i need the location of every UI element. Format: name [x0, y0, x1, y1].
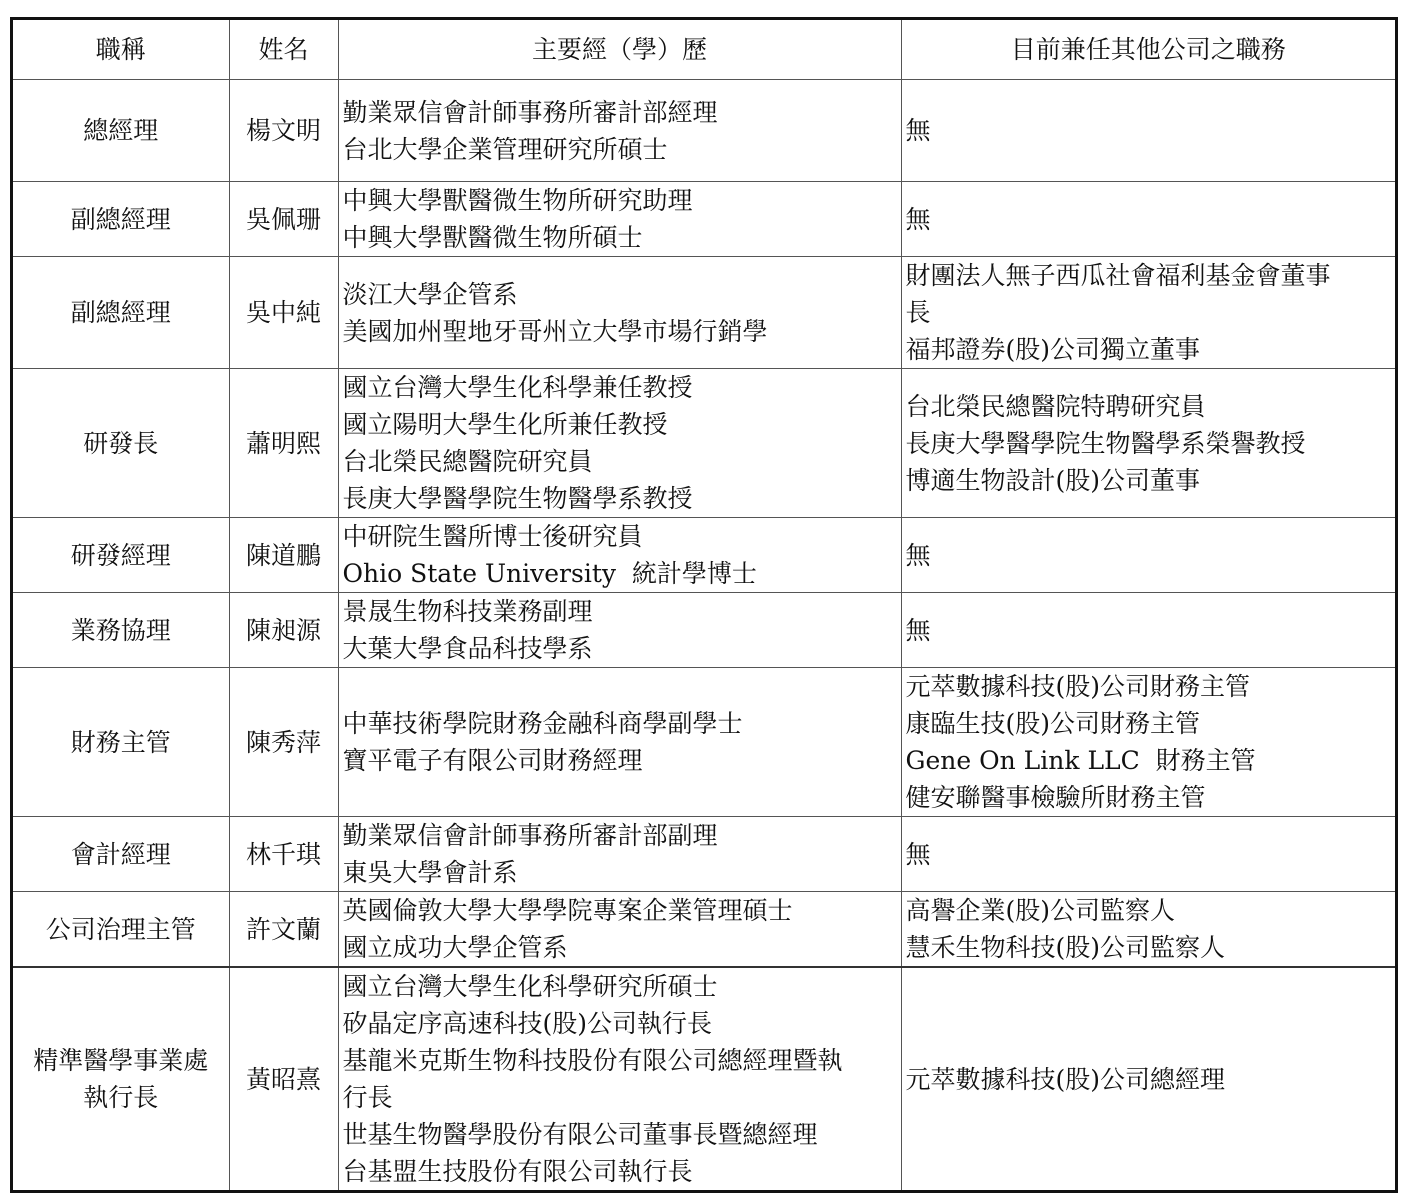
education-line: 中興大學獸醫微生物所研究助理: [342, 186, 693, 215]
job-title-cell: 總經理: [13, 80, 229, 182]
table-row: [13, 80, 1395, 182]
education-line: 國立陽明大學生化所兼任教授: [342, 410, 668, 439]
other-positions-cell: [901, 817, 1395, 892]
education-cell: [338, 257, 901, 369]
other-position-line: 博適生物設計(股)公司董事: [905, 465, 1201, 495]
education-line: 東吳大學會計系: [342, 858, 518, 887]
other-position-line: 高譽企業(股)公司監察人: [905, 896, 1176, 925]
education-line: 行長: [342, 1083, 393, 1112]
person-name-cell: 林千琪: [229, 817, 338, 892]
education-line: Ohio State University 統計學博士: [342, 559, 757, 588]
education-line: 世基生物醫學股份有限公司董事長暨總經理: [342, 1120, 818, 1149]
officers-table: [13, 20, 1395, 1190]
officers-table-container: [10, 17, 1398, 1193]
other-position-line: 無: [905, 204, 931, 234]
education-line: 英國倫敦大學大學學院專案企業管理碩士: [342, 896, 793, 925]
education-line: 台北榮民總醫院研究員: [342, 447, 593, 476]
other-position-line: 元萃數據科技(股)公司財務主管: [905, 672, 1251, 701]
education-line: 台基盟生技股份有限公司執行長: [342, 1157, 693, 1186]
header-education: 主要經（學）歷: [338, 20, 901, 80]
other-position-line: 健安聯醫事檢驗所財務主管: [905, 783, 1206, 812]
education-line: 寶平電子有限公司財務經理: [342, 746, 643, 775]
other-positions-cell: [901, 257, 1395, 369]
education-line: 台北大學企業管理研究所碩士: [342, 134, 668, 164]
other-position-line: 長庚大學醫學院生物醫學系榮譽教授: [905, 428, 1306, 458]
other-positions-cell: [901, 518, 1395, 593]
person-name-cell: 黃昭熹: [229, 967, 338, 1190]
table-row: [13, 668, 1395, 817]
header-name: 姓名: [229, 20, 338, 80]
other-positions-cell: [901, 182, 1395, 257]
table-row: [13, 257, 1395, 369]
other-positions-cell: [901, 892, 1395, 968]
education-line: 美國加州聖地牙哥州立大學市場行銷學: [342, 316, 768, 346]
other-position-line: 慧禾生物科技(股)公司監察人: [905, 933, 1226, 962]
header-other-positions: 目前兼任其他公司之職務: [901, 20, 1395, 80]
table-row: [13, 967, 1395, 1190]
job-title-cell: 會計經理: [13, 817, 229, 892]
header-title: 職稱: [13, 20, 229, 80]
other-position-line: 康臨生技(股)公司財務主管: [905, 709, 1201, 738]
other-position-line: 長: [905, 298, 931, 327]
other-positions-cell: [901, 967, 1395, 1190]
other-position-line: Gene On Link LLC 財務主管: [905, 746, 1256, 775]
education-line: 淡江大學企管系: [342, 279, 518, 309]
other-position-line: 無: [905, 540, 931, 570]
person-name-cell: 陳道鵬: [229, 518, 338, 593]
education-line: 大葉大學食品科技學系: [342, 634, 593, 663]
education-cell: [338, 892, 901, 968]
table-row: [13, 369, 1395, 518]
education-line: 矽晶定序高速科技(股)公司執行長: [342, 1009, 713, 1038]
table-row: [13, 817, 1395, 892]
education-line: 勤業眾信會計師事務所審計部經理: [342, 97, 718, 127]
other-positions-cell: [901, 668, 1395, 817]
other-positions-cell: [901, 80, 1395, 182]
table-row: [13, 892, 1395, 968]
job-title-cell: 精準醫學事業處 執行長: [13, 967, 229, 1190]
other-position-line: 財團法人無子西瓜社會福利基金會董事: [905, 261, 1331, 290]
other-position-line: 元萃數據科技(股)公司總經理: [905, 1064, 1226, 1094]
job-title-cell: 副總經理: [13, 182, 229, 257]
other-positions-cell: [901, 593, 1395, 668]
education-cell: [338, 593, 901, 668]
education-line: 中研院生醫所博士後研究員: [342, 522, 643, 551]
education-line: 國立台灣大學生化科學兼任教授: [342, 373, 693, 402]
person-name-cell: 陳秀萍: [229, 668, 338, 817]
job-title-cell: 研發長: [13, 369, 229, 518]
job-title-cell: 副總經理: [13, 257, 229, 369]
person-name-cell: 吳佩珊: [229, 182, 338, 257]
job-title-cell: 業務協理: [13, 593, 229, 668]
person-name-cell: 吳中純: [229, 257, 338, 369]
table-row: [13, 593, 1395, 668]
header-row: [13, 20, 1395, 80]
job-title-cell: 公司治理主管: [13, 892, 229, 968]
person-name-cell: 蕭明熙: [229, 369, 338, 518]
other-position-line: 無: [905, 116, 931, 145]
other-position-line: 無: [905, 839, 931, 869]
education-line: 中興大學獸醫微生物所碩士: [342, 223, 643, 252]
other-positions-cell: [901, 369, 1395, 518]
education-cell: [338, 369, 901, 518]
education-cell: [338, 518, 901, 593]
education-line: 勤業眾信會計師事務所審計部副理: [342, 821, 718, 850]
education-line: 基龍米克斯生物科技股份有限公司總經理暨執: [342, 1046, 843, 1075]
job-title-cell: 研發經理: [13, 518, 229, 593]
education-cell: [338, 80, 901, 182]
education-cell: [338, 817, 901, 892]
other-position-line: 無: [905, 615, 931, 645]
other-position-line: 台北榮民總醫院特聘研究員: [905, 391, 1206, 421]
education-cell: [338, 182, 901, 257]
education-line: 國立台灣大學生化科學研究所碩士: [342, 972, 718, 1001]
job-title-cell: 財務主管: [13, 668, 229, 817]
education-cell: [338, 668, 901, 817]
person-name-cell: 楊文明: [229, 80, 338, 182]
education-cell: [338, 967, 901, 1190]
education-line: 國立成功大學企管系: [342, 933, 568, 962]
table-row: [13, 518, 1395, 593]
other-position-line: 福邦證券(股)公司獨立董事: [905, 335, 1201, 364]
education-line: 長庚大學醫學院生物醫學系教授: [342, 484, 693, 513]
person-name-cell: 許文蘭: [229, 892, 338, 968]
education-line: 中華技術學院財務金融科商學副學士: [342, 709, 743, 738]
education-line: 景晟生物科技業務副理: [342, 597, 593, 626]
person-name-cell: 陳昶源: [229, 593, 338, 668]
table-row: [13, 182, 1395, 257]
